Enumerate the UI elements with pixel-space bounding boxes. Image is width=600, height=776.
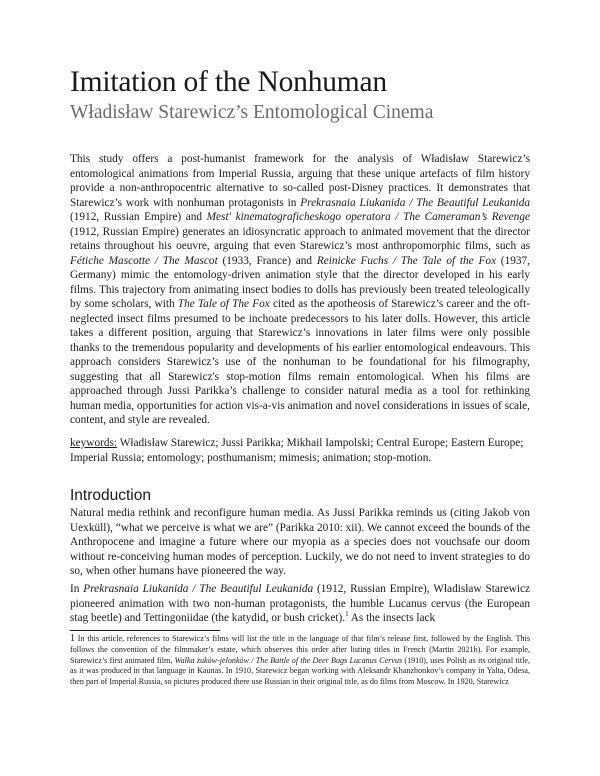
footnote-reference[interactable]: 1 [345, 610, 349, 619]
introduction-paragraph-1: Natural media rethink and reconfigure human media. As Jussi Parikka reminds us (citing Jakob von Uexküll), “what we perceive is what we are” (Parikka 2010: xii). We cannot exceed the bounds of the Anthropocene and imagine a future where our myopia as a species does not vouchsafe our doom without re-conceiving human modes of perception. Luckily, we do not need to invent strategies to do so, when other humans have pioneered the way. [70, 507, 530, 577]
body-text: (1912, Russian Empire), Władisław Starewicz pioneered animation with two non-human protagonists, the humble Lucanus cervus (the European stag beetle) and Tettingoniidae (the katydid, or bush cricket). [70, 583, 530, 624]
footnote-text: (1910), uses Polish as its original title, as it was produced in that language in Kaunas. In 1910, Starewicz began working with Aleksandr Khanzhonkov’s company in Yalta, Odesa, then part of Imperial Russia, so pictures produced there use Russian in their original title, as do films from Moscow. In 1920, Starewicz [70, 655, 530, 687]
abstract-text: (1937, Germany) mimic the entomology-driven animation style that the director developed in his early films. This trajectory from animating insect bodies to dolls has previously been treated teleologically by some scholars, with [70, 254, 530, 310]
abstract-text: (1933, France) and [217, 254, 317, 267]
footnote-1 [70, 634, 530, 688]
article-subtitle: Władisław Starewicz’s Entomological Cinema [70, 102, 434, 123]
abstract-paragraph [70, 152, 530, 428]
film-title: Mest' kinematograficheskogo operatora / The Cameraman’s Revenge [206, 211, 530, 223]
article-title: Imitation of the Nonhuman [70, 66, 387, 98]
section-heading-introduction: Introduction [70, 487, 151, 504]
body-text: As the insects lack [348, 612, 436, 624]
introduction-paragraph-2 [70, 582, 530, 626]
film-title: Walka żuków-jelonków / The Battle of the Deer Bugs Lucanus Cervus [174, 655, 403, 665]
abstract-text: cited as the apotheosis of Starewicz’s career and the oft-neglected insect films presumed to be inchoate predecessors to his later dolls. However, this article takes a different position, arguing that Starewicz’s innovations in later films were only possible thanks to the tremendous popularity and developments of his earlier entomological endeavours. This approach considers Starewicz’s use of the nonhuman to be foundational for his filmography, suggesting that all Starewicz's stop-motion films remain entomological. When his films are approached through Jussi Parikka’s challenge to consider natural media as a tool for rethinking human media, opportunities for action vis-a-vis animation and novel considerations in issues of scale, content, and style are revealed. [70, 298, 530, 426]
film-title: Fétiche Mascotte / The Mascot [70, 254, 218, 267]
abstract-text: This study offers a post-humanist framework for the analysis of Władisław Starewicz’s entomological animations from Imperial Russia, arguing that these unique artefacts of film history provide a non-anthropocentric alternative to so-called post-Disney practices. It demonstrates that Starewicz’s work with nonhuman protagonists in [70, 153, 530, 209]
film-title: Prekrasnaia Liukanida / The Beautiful Leukanida [300, 196, 530, 209]
footnote-number: 1 [70, 633, 75, 644]
body-text: In [70, 583, 84, 595]
abstract-text: (1912, Russian Empire) and [70, 211, 207, 223]
abstract-text: (1912, Russian Empire) generates an idiosyncratic approach to animated movement that the director retains throughout his oeuvre, arguing that even Starewicz’s most anthropomorphic films, such as [70, 225, 530, 252]
footnote-separator [70, 630, 220, 631]
footnote-text: In this article, references to Starewicz’s films will list the title in the language of that film’s release first, followed by the English. This follows the convention of the filmmaker’s estate, which observes this order after listing titles in French (Martin 2021b). For example, Starewicz’s first animated film, [70, 634, 530, 665]
keywords-paragraph [70, 436, 530, 465]
keywords-label: keywords: [70, 437, 118, 449]
film-title: The Tale of The Fox [177, 298, 270, 310]
film-title: Reinicke Fuchs / The Tale of the Fox [316, 254, 497, 267]
film-title: Prekrasnaia Liukanida / The Beautiful Leukanida [83, 583, 314, 595]
keywords-text: Władisław Starewicz; Jussi Parikka; Mikhail Iampolski; Central Europe; Eastern Europe; Imperial Russia; entomology; posthumanism; mimesis; animation; stop-motion. [70, 437, 524, 464]
